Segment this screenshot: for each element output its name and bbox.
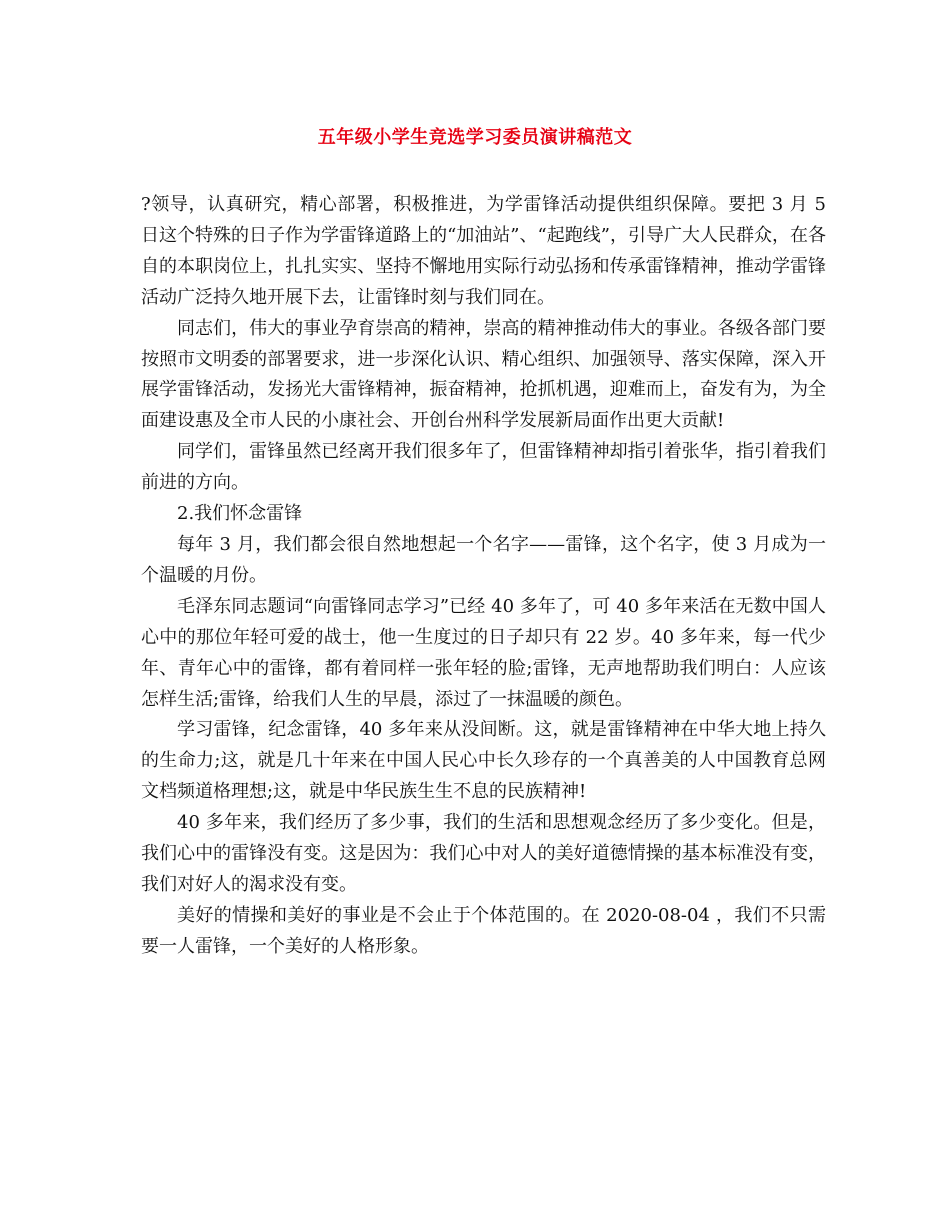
paragraph: 同志们，伟大的事业孕育崇高的精神，崇高的精神推动伟大的事业。各级各部门要按照市文明委的部署要求，进一步深化认识、精心组织、加强领导、落实保障，深入开展学雷锋活动，发扬光大雷锋精神，振奋精神，抢抓机遇，迎难而上，奋发有为，为全面建设惠及全市人民的小康社会、开创台州科学发展新局面作出更大贡献! xyxy=(141,317,826,432)
paragraph: 美好的情操和美好的事业是不会止于个体范围的。在 2020-08-04 ，我们不只需要一人雷锋，一个美好的人格形象。 xyxy=(141,904,826,957)
paragraph: 40 多年来，我们经历了多少事，我们的生活和思想观念经历了多少变化。但是，我们心中的雷锋没有变。这是因为：我们心中对人的美好道德情操的基本标准没有变，我们对好人的渴求没有变。 xyxy=(141,812,826,895)
paragraph: 同学们，雷锋虽然已经离开我们很多年了，但雷锋精神却指引着张华，指引着我们前进的方向。 xyxy=(141,441,826,494)
paragraph: ?领导，认真研究，精心部署，积极推进，为学雷锋活动提供组织保障。要把 3 月 5 日这个特殊的日子作为学雷锋道路上的“加油站”、“起跑线”，引导广大人民群众，在各自的本职岗位上，扎扎实实、坚持不懈地用实际行动弘扬和传承雷锋精神，推动学雷锋活动广泛持久地开展下去，让雷锋时刻与我们同在。 xyxy=(141,194,826,308)
paragraph: 毛泽东同志题词“向雷锋同志学习”已经 40 多年了，可 40 多年来活在无数中国人心中的那位年轻可爱的战士，他一生度过的日子却只有 22 岁。40 多年来，每一代少年、青年心中的雷锋，都有着同样一张年轻的脸;雷锋，无声地帮助我们明白：人应该怎样生活;雷锋，给我们人生的早晨，添过了一抹温暖的颜色。 xyxy=(141,595,826,710)
paragraph: 学习雷锋，纪念雷锋，40 多年来从没间断。这，就是雷锋精神在中华大地上持久的生命力;这，就是几十年来在中国人民心中长久珍存的一个真善美的人中国教育总网文档频道格理想;这，就是中华民族生生不息的民族精神! xyxy=(141,719,826,803)
section-heading: 2.我们怀念雷锋 xyxy=(177,503,303,525)
document-body xyxy=(141,190,826,963)
document-title: 五年级小学生竞选学习委员演讲稿范文 xyxy=(317,127,633,148)
paragraph: 每年 3 月，我们都会很自然地想起一个名字——雷锋，这个名字，使 3 月成为一个温暖的月份。 xyxy=(141,533,826,586)
